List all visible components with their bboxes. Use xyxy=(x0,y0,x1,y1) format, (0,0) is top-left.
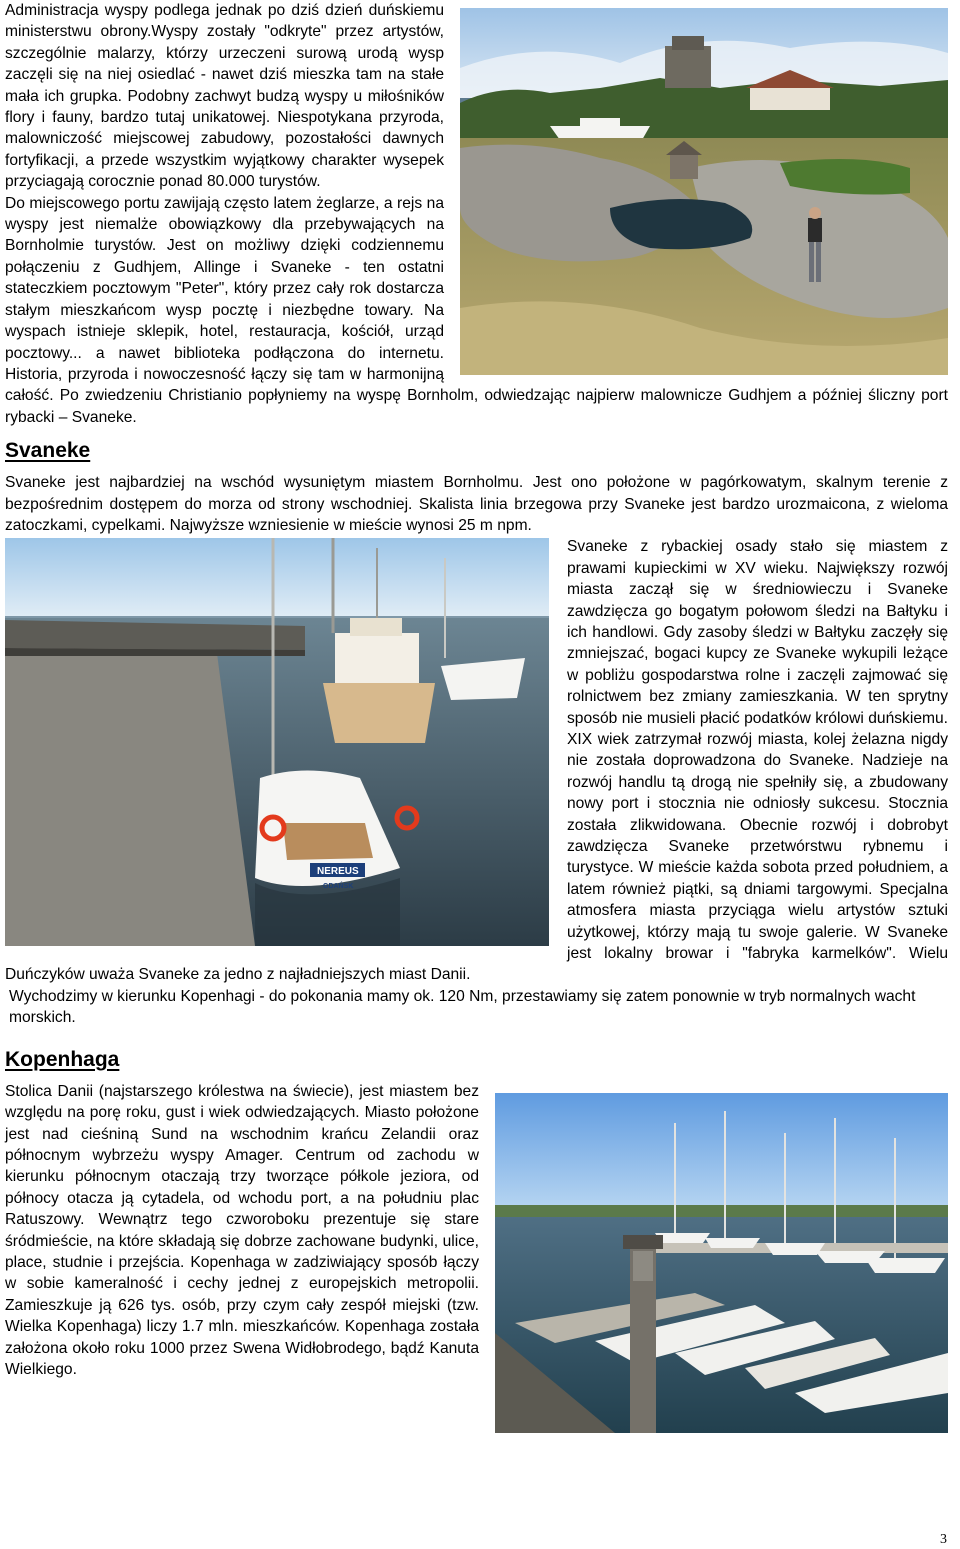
intro-paragraph-2: Do miejscowego portu zawijają często latem żeglarze, a rejs na wyspy jest niemalże obowiązkowy dla przebywających na Bornholmie turystów. Jest on możliwy dzięki codziennemu połączeniu z Gudhjem, Allinge i Svaneke - ten ostatni stateczkiem pocztowym "Peter", który przez cały rok dostarcza stałym mieszkańcom wysp pocztę i niezbędne towary. Na wyspach istnieje sklepik, hotel, restauracja, kościół, urząd pocztowy... a nawet biblioteka podłączona do internetu. Historia, przyroda i nowoczesność łączy się tam w harmonijną całość. Po zwiedzeniu Christianio popłyniemy na wyspę Bornholm, odwiedzając najpierw malownicze Gudhjem a później śliczny port rybacki – Svaneke. xyxy=(5,194,948,426)
marina-photo-illustration xyxy=(495,1093,948,1433)
boat-name-label: NEREUS xyxy=(317,866,359,878)
page-number: 3 xyxy=(940,1532,947,1547)
copenhagen-marina-photo xyxy=(495,1093,948,1433)
island-photo-illustration xyxy=(460,8,948,375)
svaneke-heading: Svaneke xyxy=(5,439,91,463)
svaneke-paragraph-3: Wychodzimy w kierunku Kopenhagi - do pokonania mamy ok. 120 Nm, przestawiamy się zatem ponownie w tryb normalnych wacht morskich. xyxy=(9,987,916,1027)
document-page xyxy=(5,0,948,1435)
kopenhaga-paragraph-1: Stolica Danii (najstarszego królestwa na świecie), jest miastem bez względu na porę roku, gust i wiek odwiedzających. Miasto położone jest nad cieśniną Sund na wschodnim krańcu Zelandii oraz północnym wybrzeżu wyspy Amager. Centrum od zachodu w kierunku północnym otaczają trzy tworzące półkole jeziora, od północy otacza ją cytadela, od wchodu port, a na południu plac Ratuszowy. Wewnątrz tego czworoboku prezentuje się stare śródmieście, na które składają się dobrze zachowane budynki, ulice, place, studnie i przejścia. Kopenhaga w zadziwiający sposób łączy w sobie kameralność i cechy jednej z europejskich metropolii. Zamieszkuje ją 626 tys. osób, przy czym cały zespół miejski (tzw. Wielka Kopenhaga) liczy 1.7 mln. mieszkańców. Kopenhaga została założona około roku 1000 przez Swena Widłobrodego, bądź Kanuta Wielkiego. xyxy=(5,1082,479,1378)
svaneke-paragraph-1: Svaneke jest najbardziej na wschód wysuniętym miastem Bornholmu. Jest ono położone w pagórkowatym, skalnym terenie z bezpośrednim dostępem do morza od strony wschodniej. Skalista linia brzegowa przy Svaneke jest bardzo urozmaicona, z wieloma zatoczkami, cypelkami. Najwyższe wzniesienie w mieście wynosi 25 m npm. xyxy=(5,474,948,534)
island-photo xyxy=(460,8,948,375)
kopenhaga-heading: Kopenhaga xyxy=(5,1047,120,1071)
boat-port-label: GDAŃSK xyxy=(323,883,354,891)
svaneke-paragraph-2: Svaneke z rybackiej osady stało się miastem z prawami kupieckimi w XV wieku. Największy rozwój miasta zaczął się w średniowieczu i Svaneke zawdzięcza go bogatym połowom śledzi na Bałtyku i ich handlowi. Gdy zasoby śledzi w Bałtyku zaczęły się zmniejszać, bogaci kupcy ze Svaneke wykupili leżące w pobliżu gospodarstwa rolne i zaczęli zajmować się rolnictwem bez zmiany zamieszkania. W ten sprytny sposób nie musieli płacić podatków królowi duńskiemu. XIX wiek zatrzymał rozwój miasta, kolej żelazna nigdy nie została doprowadzona do Svaneke. Nadzieje na rozwój handlu tą drogą nie spełniły się, a zbudowany nowy port i stocznia nie odniosły sukcesu. Stocznia została zlikwidowana. Obecnie rozwój i dobrobyt zawdzięcza Svaneke przetwórstwu rybnemu i turystyce. W mieście każda sobota przed południem, a latem również piątki, są dniami targowymi. Specjalna atmosfera miasta przyciąga wielu artystów sztuki użytkowej, którzy mają tu swoje galerie. W Svaneke jest lokalny browar i "fabryka karmelków". Wielu Duńczyków uważa Svaneke za jedno z najładniejszych miast Danii. xyxy=(5,538,948,984)
intro-paragraph-1: Administracja wyspy podlega jednak po dziś dzień duńskiemu ministerstwu obrony.Wyspy zostały "odkryte" przez artystów, szczególnie malarzy, którzy urzeczeni surową urodą wysp zaczęli się na niej osiedlać - nawet dziś mieszka tam na stałe mała ich grupka. Podobny zachwyt budzą wyspy u miłośników flory i fauny, bardzo tutaj unikatowej. Niespotykana przyroda, malowniczość miejscowej zabudowy, pozostałości dawnych fortyfikacji, a przede wszystkim wyjątkowy charakter wysepek przyciagają corocznie ponad 80.000 turystów. xyxy=(5,2,444,191)
svaneke-harbour-photo xyxy=(5,538,549,946)
harbour-photo-illustration xyxy=(5,538,549,946)
